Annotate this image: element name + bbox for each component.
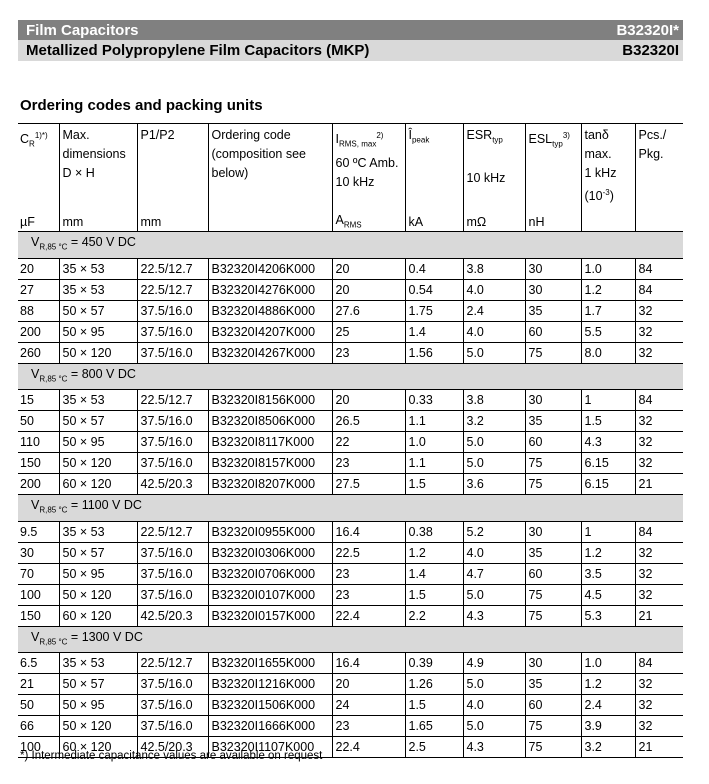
cell-esr: 5.0	[463, 584, 525, 605]
cell-capacitance: 66	[18, 716, 59, 737]
cell-ipeak: 1.75	[405, 300, 463, 321]
col-header-dimensions: Max. dimensions D × H	[59, 124, 137, 207]
cell-esr: 4.0	[463, 321, 525, 342]
cell-tan-delta: 4.5	[581, 584, 635, 605]
cell-ipeak: 1.0	[405, 432, 463, 453]
cell-tan-delta: 1.5	[581, 411, 635, 432]
cell-esr: 4.3	[463, 605, 525, 626]
cell-capacitance: 70	[18, 563, 59, 584]
cell-dimensions: 50 × 57	[59, 411, 137, 432]
cell-capacitance: 30	[18, 542, 59, 563]
voltage-group-label: $V_{R,85 ^\circ C} = 1300$ V DC	[18, 626, 683, 653]
cell-pcs-pkg: 32	[635, 300, 683, 321]
cell-esl: 75	[525, 737, 581, 758]
cell-ordering-code: B32320I4206K000	[208, 258, 332, 279]
document-subtitle: Metallized Polypropylene Film Capacitors (MKP)	[26, 42, 370, 59]
table-row	[18, 674, 683, 695]
cell-irms: 25	[332, 321, 405, 342]
cell-dimensions: 50 × 120	[59, 453, 137, 474]
cell-pitch: 37.5/16.0	[137, 716, 208, 737]
table-row	[18, 279, 683, 300]
part-number: B32320I	[622, 42, 679, 59]
cell-ipeak: 1.1	[405, 453, 463, 474]
cell-esl: 75	[525, 474, 581, 495]
cell-pcs-pkg: 84	[635, 279, 683, 300]
cell-esr: 4.0	[463, 695, 525, 716]
cell-capacitance: 20	[18, 258, 59, 279]
cell-ordering-code: B32320I0107K000	[208, 584, 332, 605]
cell-pcs-pkg: 21	[635, 474, 683, 495]
cell-dimensions: 50 × 57	[59, 300, 137, 321]
cell-ipeak: 1.5	[405, 695, 463, 716]
table-row	[18, 390, 683, 411]
cell-capacitance: 100	[18, 584, 59, 605]
cell-pitch: 37.5/16.0	[137, 674, 208, 695]
cell-irms: 22.4	[332, 737, 405, 758]
cell-dimensions: 50 × 95	[59, 321, 137, 342]
cell-ordering-code: B32320I4267K000	[208, 342, 332, 363]
cell-dimensions: 50 × 95	[59, 563, 137, 584]
cell-esr: 3.6	[463, 474, 525, 495]
cell-pitch: 22.5/12.7	[137, 258, 208, 279]
cell-pcs-pkg: 32	[635, 342, 683, 363]
cell-ipeak: 1.5	[405, 474, 463, 495]
cell-dimensions: 50 × 95	[59, 695, 137, 716]
cell-pcs-pkg: 32	[635, 716, 683, 737]
cell-pcs-pkg: 84	[635, 653, 683, 674]
cell-irms: 24	[332, 695, 405, 716]
cell-ordering-code: B32320I0955K000	[208, 521, 332, 542]
cell-esr: 5.0	[463, 716, 525, 737]
cell-esl: 35	[525, 542, 581, 563]
table-row	[18, 453, 683, 474]
table-row	[18, 321, 683, 342]
cell-ordering-code: B32320I4276K000	[208, 279, 332, 300]
cell-pitch: 22.5/12.7	[137, 521, 208, 542]
cell-pcs-pkg: 21	[635, 737, 683, 758]
cell-tan-delta: 2.4	[581, 695, 635, 716]
cell-ordering-code: B32320I8506K000	[208, 411, 332, 432]
cell-dimensions: 35 × 53	[59, 521, 137, 542]
cell-esl: 30	[525, 390, 581, 411]
cell-pitch: 37.5/16.0	[137, 542, 208, 563]
cell-tan-delta: 3.2	[581, 737, 635, 758]
cell-esl: 30	[525, 258, 581, 279]
cell-pcs-pkg: 32	[635, 563, 683, 584]
cell-esr: 4.0	[463, 542, 525, 563]
cell-dimensions: 50 × 120	[59, 342, 137, 363]
cell-tan-delta: 3.5	[581, 563, 635, 584]
cell-esr: 3.8	[463, 258, 525, 279]
cell-esl: 75	[525, 342, 581, 363]
cell-esl: 35	[525, 300, 581, 321]
unit-irms: $A_{RMS}$	[332, 206, 405, 232]
cell-esl: 75	[525, 584, 581, 605]
cell-esl: 75	[525, 716, 581, 737]
cell-irms: 20	[332, 674, 405, 695]
cell-irms: 23	[332, 342, 405, 363]
cell-pcs-pkg: 32	[635, 321, 683, 342]
table-row	[18, 695, 683, 716]
cell-esr: 4.0	[463, 279, 525, 300]
voltage-group-row	[18, 626, 683, 653]
voltage-group-label: $V_{R,85 ^\circ C} = 450$ V DC	[18, 232, 683, 259]
cell-tan-delta: 3.9	[581, 716, 635, 737]
cell-ordering-code: B32320I4207K000	[208, 321, 332, 342]
cell-capacitance: 15	[18, 390, 59, 411]
unit-tan-delta	[581, 206, 635, 232]
cell-tan-delta: 5.5	[581, 321, 635, 342]
cell-dimensions: 60 × 120	[59, 474, 137, 495]
cell-esl: 30	[525, 279, 581, 300]
cell-capacitance: 50	[18, 695, 59, 716]
cell-esl: 60	[525, 563, 581, 584]
cell-irms: 23	[332, 453, 405, 474]
cell-ipeak: 1.4	[405, 563, 463, 584]
cell-irms: 23	[332, 716, 405, 737]
cell-pcs-pkg: 32	[635, 695, 683, 716]
cell-pcs-pkg: 84	[635, 258, 683, 279]
table-row	[18, 653, 683, 674]
cell-dimensions: 50 × 57	[59, 674, 137, 695]
cell-irms: 23	[332, 584, 405, 605]
cell-irms: 26.5	[332, 411, 405, 432]
cell-pcs-pkg: 32	[635, 411, 683, 432]
cell-esr: 5.0	[463, 674, 525, 695]
cell-pitch: 42.5/20.3	[137, 737, 208, 758]
cell-capacitance: 150	[18, 453, 59, 474]
cell-ipeak: 1.26	[405, 674, 463, 695]
cell-dimensions: 35 × 53	[59, 279, 137, 300]
cell-pitch: 22.5/12.7	[137, 653, 208, 674]
cell-esl: 30	[525, 521, 581, 542]
cell-ordering-code: B32320I8156K000	[208, 390, 332, 411]
cell-ordering-code: B32320I4886K000	[208, 300, 332, 321]
cell-pcs-pkg: 32	[635, 542, 683, 563]
cell-ordering-code: B32320I1655K000	[208, 653, 332, 674]
table-row	[18, 432, 683, 453]
cell-tan-delta: 1.0	[581, 258, 635, 279]
cell-pitch: 37.5/16.0	[137, 321, 208, 342]
cell-irms: 22	[332, 432, 405, 453]
cell-irms: 23	[332, 563, 405, 584]
cell-ordering-code: B32320I0306K000	[208, 542, 332, 563]
cell-pitch: 37.5/16.0	[137, 432, 208, 453]
header-bar	[18, 20, 683, 40]
unit-pitch: mm	[137, 206, 208, 232]
cell-ordering-code: B32320I1107K000	[208, 737, 332, 758]
unit-capacitance: µF	[18, 206, 59, 232]
cell-esl: 35	[525, 674, 581, 695]
cell-ipeak: 0.54	[405, 279, 463, 300]
cell-pitch: 22.5/12.7	[137, 279, 208, 300]
cell-tan-delta: 1.2	[581, 542, 635, 563]
cell-esr: 5.0	[463, 453, 525, 474]
cell-ipeak: 0.33	[405, 390, 463, 411]
cell-pcs-pkg: 84	[635, 390, 683, 411]
cell-esr: 4.3	[463, 737, 525, 758]
cell-dimensions: 35 × 53	[59, 390, 137, 411]
cell-esr: 5.0	[463, 342, 525, 363]
cell-capacitance: 6.5	[18, 653, 59, 674]
cell-pcs-pkg: 32	[635, 453, 683, 474]
cell-pitch: 37.5/16.0	[137, 300, 208, 321]
cell-ordering-code: B32320I8207K000	[208, 474, 332, 495]
cell-irms: 22.5	[332, 542, 405, 563]
unit-esl: nH	[525, 206, 581, 232]
voltage-group-row	[18, 232, 683, 259]
cell-capacitance: 21	[18, 674, 59, 695]
cell-tan-delta: 6.15	[581, 453, 635, 474]
cell-ordering-code: B32320I1506K000	[208, 695, 332, 716]
table-row	[18, 300, 683, 321]
table-row	[18, 542, 683, 563]
part-series: B32320I*	[616, 22, 679, 39]
cell-ordering-code: B32320I8117K000	[208, 432, 332, 453]
cell-tan-delta: 4.3	[581, 432, 635, 453]
table-row	[18, 584, 683, 605]
cell-tan-delta: 1.2	[581, 674, 635, 695]
cell-pcs-pkg: 32	[635, 432, 683, 453]
cell-ipeak: 1.5	[405, 584, 463, 605]
cell-ordering-code: B32320I0157K000	[208, 605, 332, 626]
voltage-group-label: $V_{R,85 ^\circ C} = 1100$ V DC	[18, 495, 683, 522]
cell-ordering-code: B32320I1666K000	[208, 716, 332, 737]
cell-capacitance: 260	[18, 342, 59, 363]
voltage-group-row	[18, 363, 683, 390]
cell-esr: 3.8	[463, 390, 525, 411]
cell-tan-delta: 6.15	[581, 474, 635, 495]
cell-tan-delta: 1	[581, 521, 635, 542]
cell-tan-delta: 1.2	[581, 279, 635, 300]
col-header-pitch: P1/P2	[137, 124, 208, 207]
cell-ordering-code: B32320I8157K000	[208, 453, 332, 474]
cell-capacitance: 27	[18, 279, 59, 300]
col-header-ordering-code: Ordering code (composition see below)	[208, 124, 332, 207]
cell-ipeak: 0.39	[405, 653, 463, 674]
cell-irms: 27.6	[332, 300, 405, 321]
cell-ipeak: 1.56	[405, 342, 463, 363]
cell-dimensions: 60 × 120	[59, 605, 137, 626]
subheader-bar	[18, 40, 683, 62]
col-header-ipeak: $Î_{peak}$	[405, 124, 463, 207]
cell-esl: 75	[525, 605, 581, 626]
cell-pitch: 37.5/16.0	[137, 453, 208, 474]
col-header-capacitance: $C_R^{1)*)}$	[18, 124, 59, 207]
cell-capacitance: 110	[18, 432, 59, 453]
cell-ipeak: 1.1	[405, 411, 463, 432]
cell-pitch: 37.5/16.0	[137, 584, 208, 605]
table-row	[18, 258, 683, 279]
cell-pitch: 42.5/20.3	[137, 605, 208, 626]
ordering-codes-table	[18, 123, 683, 758]
cell-capacitance: 88	[18, 300, 59, 321]
unit-dimensions: mm	[59, 206, 137, 232]
cell-irms: 20	[332, 258, 405, 279]
table-row	[18, 521, 683, 542]
cell-ipeak: 2.2	[405, 605, 463, 626]
cell-esr: 5.2	[463, 521, 525, 542]
cell-pitch: 22.5/12.7	[137, 390, 208, 411]
cell-pitch: 42.5/20.3	[137, 474, 208, 495]
cell-capacitance: 100	[18, 737, 59, 758]
cell-pitch: 37.5/16.0	[137, 342, 208, 363]
cell-ordering-code: B32320I0706K000	[208, 563, 332, 584]
cell-pitch: 37.5/16.0	[137, 563, 208, 584]
cell-tan-delta: 1	[581, 390, 635, 411]
cell-dimensions: 35 × 53	[59, 653, 137, 674]
cell-tan-delta: 1.0	[581, 653, 635, 674]
voltage-group-label: $V_{R,85 ^\circ C} = 800$ V DC	[18, 363, 683, 390]
cell-esl: 75	[525, 453, 581, 474]
cell-irms: 22.4	[332, 605, 405, 626]
cell-capacitance: 50	[18, 411, 59, 432]
cell-ipeak: 1.2	[405, 542, 463, 563]
cell-esl: 60	[525, 695, 581, 716]
col-header-esl: $ESL_{typ}^{3)}$	[525, 124, 581, 207]
cell-tan-delta: 8.0	[581, 342, 635, 363]
cell-tan-delta: 5.3	[581, 605, 635, 626]
cell-ipeak: 1.4	[405, 321, 463, 342]
cell-ordering-code: B32320I1216K000	[208, 674, 332, 695]
cell-esr: 3.2	[463, 411, 525, 432]
table-body	[18, 232, 683, 758]
cell-irms: 16.4	[332, 521, 405, 542]
table-row	[18, 605, 683, 626]
cell-capacitance: 9.5	[18, 521, 59, 542]
unit-esr: mΩ	[463, 206, 525, 232]
cell-ipeak: 0.38	[405, 521, 463, 542]
cell-capacitance: 200	[18, 321, 59, 342]
col-header-tan-delta: tanδ max. 1 kHz $(10^{-3})$	[581, 124, 635, 207]
cell-pcs-pkg: 32	[635, 674, 683, 695]
cell-irms: 16.4	[332, 653, 405, 674]
cell-ipeak: 0.4	[405, 258, 463, 279]
cell-irms: 20	[332, 390, 405, 411]
cell-pcs-pkg: 84	[635, 521, 683, 542]
table-row	[18, 716, 683, 737]
unit-pcs-pkg	[635, 206, 683, 232]
cell-esr: 5.0	[463, 432, 525, 453]
cell-esr: 4.7	[463, 563, 525, 584]
cell-capacitance: 150	[18, 605, 59, 626]
table-row	[18, 563, 683, 584]
cell-esl: 35	[525, 411, 581, 432]
cell-esl: 60	[525, 321, 581, 342]
cell-esl: 30	[525, 653, 581, 674]
cell-irms: 27.5	[332, 474, 405, 495]
cell-capacitance: 200	[18, 474, 59, 495]
cell-ipeak: 1.65	[405, 716, 463, 737]
cell-esr: 4.9	[463, 653, 525, 674]
cell-dimensions: 50 × 120	[59, 716, 137, 737]
cell-pcs-pkg: 32	[635, 584, 683, 605]
cell-pitch: 37.5/16.0	[137, 695, 208, 716]
unit-ipeak: kA	[405, 206, 463, 232]
cell-esr: 2.4	[463, 300, 525, 321]
cell-irms: 20	[332, 279, 405, 300]
cell-esl: 60	[525, 432, 581, 453]
table-row	[18, 474, 683, 495]
cell-dimensions: 50 × 57	[59, 542, 137, 563]
footnote: *) Intermediate capacitance values are available on request	[20, 750, 323, 762]
col-header-pcs-pkg: Pcs./ Pkg.	[635, 124, 683, 207]
cell-dimensions: 50 × 120	[59, 584, 137, 605]
cell-ipeak: 2.5	[405, 737, 463, 758]
col-header-irms: $I_{RMS, max}^{2)}$ 60 ºC Amb. 10 kHz	[332, 124, 405, 207]
section-title: Ordering codes and packing units	[20, 97, 263, 114]
document-category: Film Capacitors	[26, 22, 139, 39]
cell-dimensions: 50 × 95	[59, 432, 137, 453]
unit-ordering-code	[208, 206, 332, 232]
cell-pitch: 37.5/16.0	[137, 411, 208, 432]
col-header-esr: $ESR_{typ}$ 10 kHz	[463, 124, 525, 207]
cell-pcs-pkg: 21	[635, 605, 683, 626]
cell-tan-delta: 1.7	[581, 300, 635, 321]
table-row	[18, 342, 683, 363]
cell-dimensions: 35 × 53	[59, 258, 137, 279]
cell-dimensions: 60 × 120	[59, 737, 137, 758]
voltage-group-row	[18, 495, 683, 522]
table-row	[18, 411, 683, 432]
